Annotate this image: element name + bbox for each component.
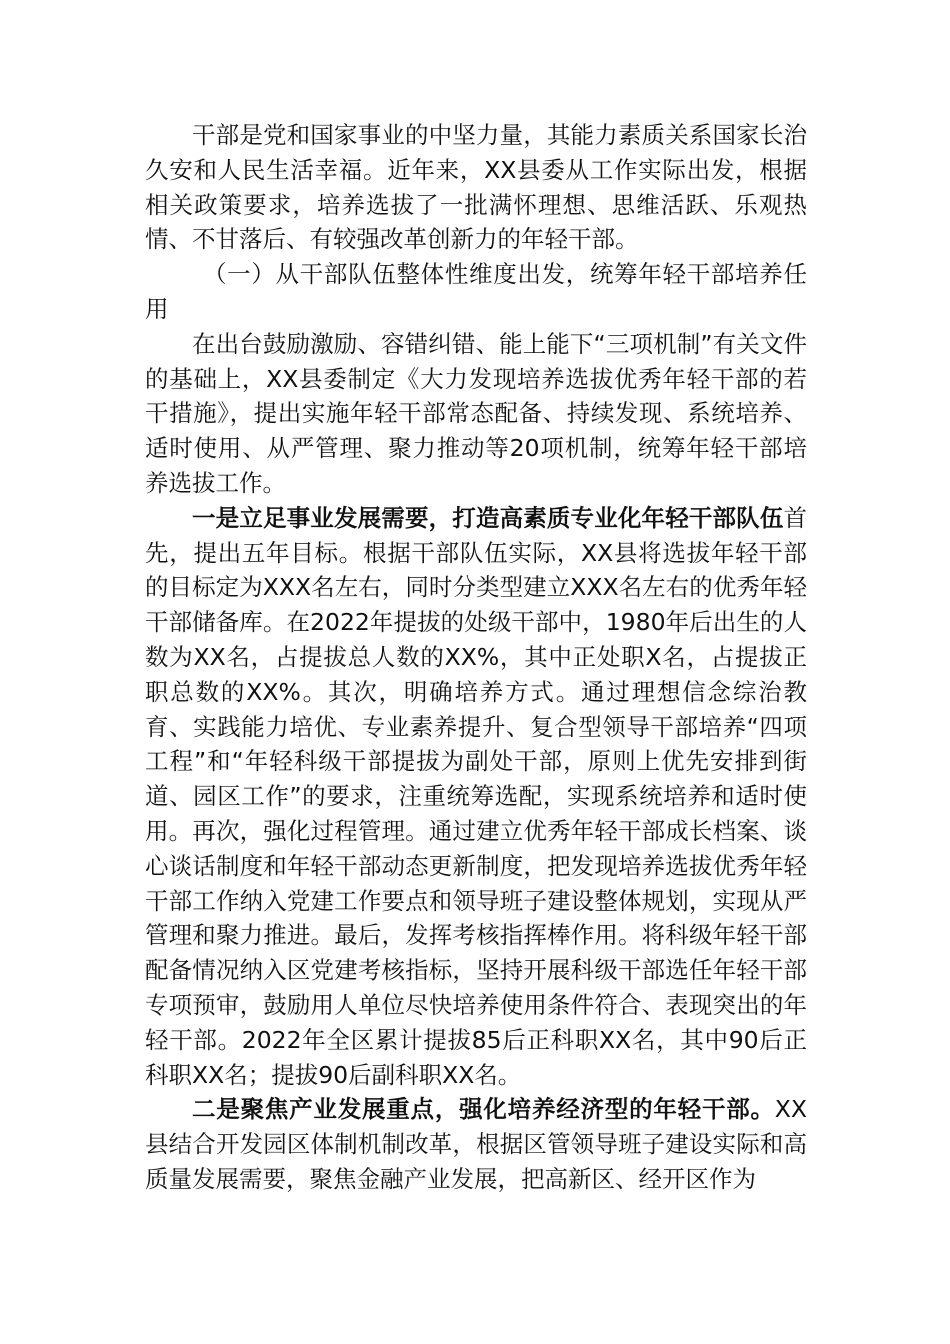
point-two-body: XX县结合开发园区体制机制改革，根据区管领导班子建设实际和高质量发展需要，聚焦金融产业发展，把高新区、经开区作为 — [145, 1095, 807, 1193]
section-heading-1: （一）从干部队伍整体性维度出发，统筹年轻干部培养任用 — [145, 260, 807, 323]
document-page — [145, 118, 807, 1197]
point-two-lead: 二是聚焦产业发展重点，强化培养经济型的年轻干部。 — [192, 1095, 775, 1124]
point-one-lead: 一是立足事业发展需要，打造高素质专业化年轻干部队伍 — [192, 503, 784, 532]
point-two-paragraph — [145, 1092, 807, 1196]
point-one-body: 首先，提出五年目标。根据干部队伍实际，XX县将选拔年轻干部的目标定为XXX名左右，同时分类型建立XXX名左右的优秀年轻干部储备库。在2022年提拔的处级干部中，1980年后出生的人数为XX名，占提拔总人数的XX%，其中正处职X名，占提拔正职总数的XX%。其次，明确培养方式。通过理想信念综治教育、实践能力培优、专业素养提升、复合型领导干部培养“四项工程”和“年轻科级干部提拔为副处干部，原则上优先安排到街道、园区工作”的要求，注重统筹选配，实现系统培养和适时使用。再次，强化过程管理。通过建立优秀年轻干部成长档案、谈心谈话制度和年轻干部动态更新制度，把发现培养选拔优秀年轻干部工作纳入党建工作要点和领导班子建设整体规划，实现从严管理和聚力推进。最后，发挥考核指挥棒作用。将科级年轻干部配备情况纳入区党建考核指标，坚持开展科级干部选任年轻干部专项预审，鼓励用人单位尽快培养使用条件符合、表现突出的年轻干部。2022年全区累计提拔85后正科职XX名，其中90后正科职XX名；提拔90后副科职XX名。 — [145, 503, 807, 1089]
intro-paragraph: 干部是党和国家事业的中坚力量，其能力素质关系国家长治久安和人民生活幸福。近年来，XX县委从工作实际出发，根据相关政策要求，培养选拔了一批满怀理想、思维活跃、乐观热情、不甘落后、有较强改革创新力的年轻干部。 — [145, 121, 807, 254]
mechanism-paragraph: 在出台鼓励激励、容错纠错、能上能下“三项机制”有关文件的基础上，XX县委制定《大力发现培养选拔优秀年轻干部的若干措施》，提出实施年轻干部常态配备、持续发现、系统培养、适时使用、从严管理、聚力推动等20项机制，统筹年轻干部培养选拔工作。 — [145, 329, 807, 497]
point-one-paragraph — [145, 501, 807, 1093]
